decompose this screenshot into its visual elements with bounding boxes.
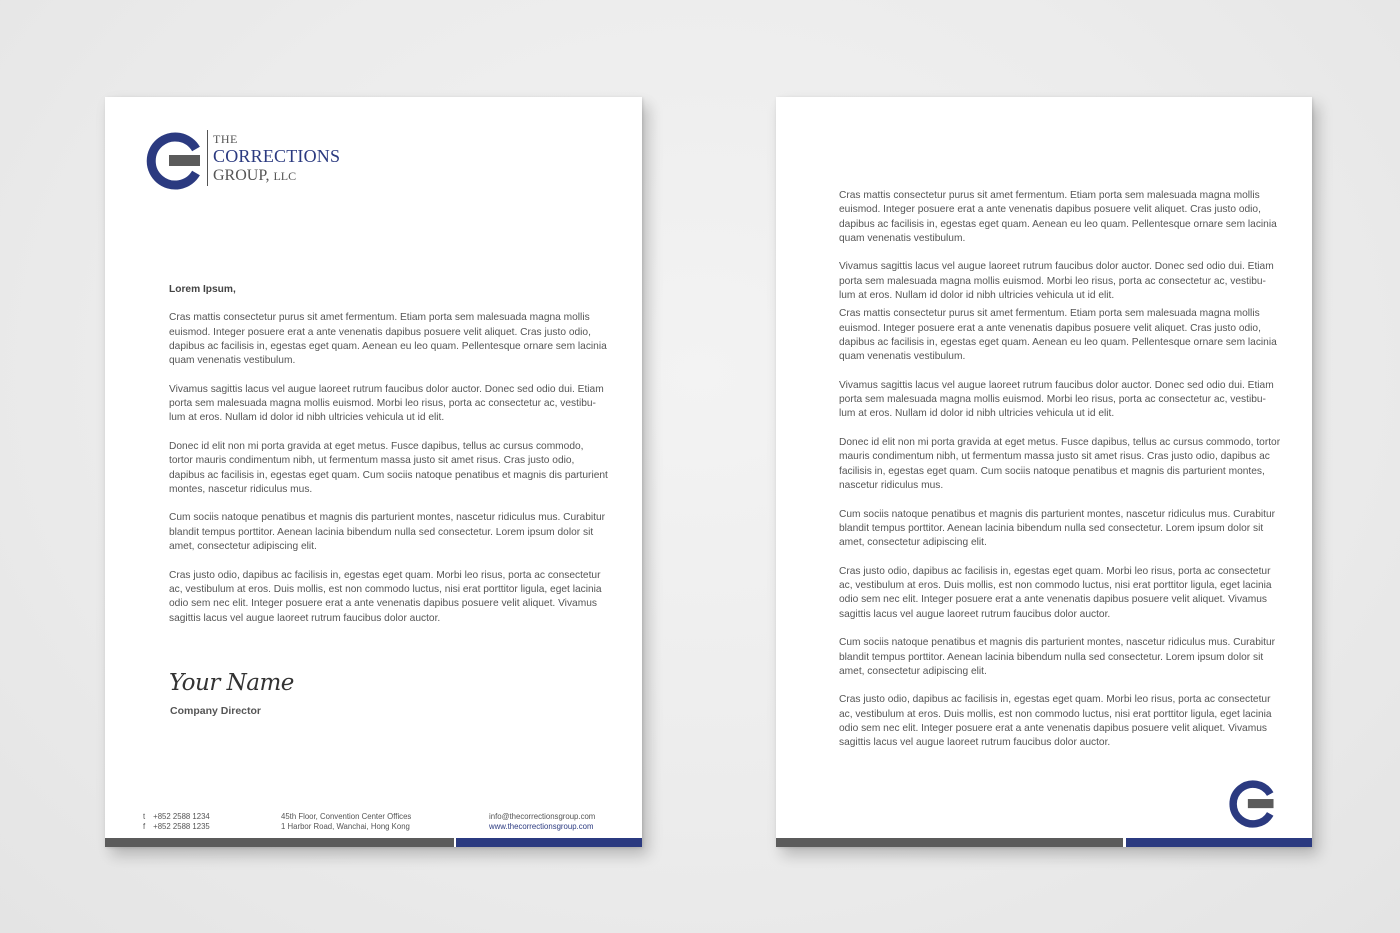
page2-body [839, 189, 1281, 765]
letterhead-page-1 [105, 97, 642, 847]
page2-paragraph: Cum sociis natoque penatibus et magnis dis parturient montes, nascetur ridiculus mus. Curabitur blandit tempus porttitor. Aenean lacinia bibendum nulla sed consectetur. Lorem ipsum dolor sit amet, consectetur adipiscing elit. [839, 508, 1276, 549]
letter-paragraph: Cras mattis consectetur purus sit amet fermentum. Etiam porta sem malesuada magna mollis euismod. Integer posuere erat a ante venenatis dapibus posuere velit aliquet. Cras justo odio, dapibus ac facilisis in, egestas eget quam. Aenean eu leo quam. Pellentesque ornare sem lacinia quam venenatis vestibulum. [169, 312, 607, 367]
address-line-2: 1 Harbor Road, Wanchai, Hong Kong [281, 822, 410, 831]
footer-address-block [281, 812, 411, 832]
corrections-group-small-logo-icon [1228, 780, 1276, 828]
company-logo [145, 130, 345, 190]
signature: Your Name [169, 670, 294, 696]
page2-paragraph: Cum sociis natoque penatibus et magnis dis parturient montes, nascetur ridiculus mus. Curabitur blandit tempus porttitor. Aenean lacinia bibendum nulla sed consectetur. Lorem ipsum dolor sit amet, consectetur adipiscing elit. [839, 637, 1276, 677]
footer-web-block [489, 812, 595, 832]
page2-paragraph: Vivamus sagittis lacus vel augue laoreet rutrum faucibus dolor auctor. Donec sed odio dui. Etiam porta sem malesuada magna mollis euismod. Morbi leo risus, porta ac consectetur ac, vestibu-lum at eros. Nullam id dolor id nibh ultricies vehicula ut id elit. [839, 261, 1274, 302]
corrections-group-logo-icon [145, 132, 203, 190]
fax-label: f [143, 822, 146, 831]
logo-the: THE [213, 132, 238, 146]
logo-wordmark [207, 130, 340, 186]
page2-paragraph: Vivamus sagittis lacus vel augue laoreet rutrum faucibus dolor auctor. Donec sed odio dui. Etiam porta sem malesuada magna mollis euismod. Morbi leo risus, porta ac consectetur ac, vestibu-lum at eros. Nullam id dolor id nibh ultricies vehicula ut id elit. [839, 379, 1274, 420]
email-link[interactable]: info@thecorrectionsgroup.com [489, 812, 596, 821]
phone-label: t [143, 812, 146, 821]
footer-phone-block [143, 812, 210, 832]
page2-paragraph: Cras mattis consectetur purus sit amet fermentum. Etiam porta sem malesuada magna mollis euismod. Integer posuere erat a ante venenatis dapibus posuere velit aliquet. Cras justo odio, dapibus ac facilisis in, egestas eget quam. Aenean eu leo quam. Pellentesque ornare sem lacinia quam venenatis vestibulum. [839, 308, 1277, 363]
footer-bar-gray [776, 838, 1123, 847]
footer-bar-gray [105, 838, 454, 847]
phone-number[interactable]: +852 2588 1234 [153, 812, 210, 821]
logo-llc: LLC [273, 169, 297, 183]
footer-bar-blue [1126, 838, 1312, 847]
address-line-1: 45th Floor, Convention Center Offices [281, 812, 412, 821]
fax-number[interactable]: +852 2588 1235 [153, 822, 210, 831]
footer-bar-blue [456, 838, 642, 847]
website-link[interactable]: www.thecorrectionsgroup.com [489, 822, 594, 831]
page2-paragraph: Cras justo odio, dapibus ac facilisis in, egestas eget quam. Morbi leo risus, porta ac consectetur ac, vestibulum at eros. Duis mollis, est non commodo luctus, nisi erat porttitor ligula, eget lacinia odio sem nec elit. Integer posuere erat a ante venenatis dapibus posuere velit aliquet. Vivamus sagittis lacus vel augue laoreet rutrum faucibus dolor auctor. [839, 565, 1272, 620]
logo-group: GROUP, LLC [213, 167, 297, 184]
letterhead-page-2 [776, 97, 1312, 847]
letter-paragraph: Cras justo odio, dapibus ac facilisis in, egestas eget quam. Morbi leo risus, porta ac consectetur ac, vestibulum at eros. Duis mollis, est non commodo luctus, nisi erat porttitor ligula, eget lacinia odio sem nec elit. Integer posuere erat a ante venenatis dapibus posuere velit aliquet. Vivamus sagittis lacus vel augue laoreet rutrum faucibus dolor auctor. [169, 569, 602, 624]
salutation: Lorem Ipsum, [169, 284, 236, 295]
page2-paragraph: Cras justo odio, dapibus ac facilisis in, egestas eget quam. Morbi leo risus, porta ac consectetur ac, vestibulum at eros. Duis mollis, est non commodo luctus, nisi erat porttitor ligula, eget lacinia odio sem nec elit. Integer posuere erat a ante venenatis dapibus posuere velit aliquet. Vivamus sagittis lacus vel augue laoreet rutrum faucibus dolor auctor. [839, 694, 1272, 749]
letter-paragraph: Donec id elit non mi porta gravida at eget metus. Fusce dapibus, tellus ac cursus commodo, tortor mauris condimentum nibh, ut fermentum massa justo sit amet risus. Cras justo odio, dapibus ac facilisis in, egestas eget quam. Cum sociis natoque penatibus et magnis dis parturient montes, nascetur ridiculus mus. [169, 440, 608, 495]
page2-paragraph: Donec id elit non mi porta gravida at eget metus. Fusce dapibus, tellus ac cursus commodo, tortor mauris condimentum nibh, ut fermentum massa justo sit amet risus. Cras justo odio, dapibus ac facilisis in, egestas eget quam. Cum sociis natoque penatibus et magnis dis parturient montes, nascetur ridiculus mus. [839, 437, 1281, 491]
letter-body [169, 283, 609, 640]
page2-paragraph: Cras mattis consectetur purus sit amet fermentum. Etiam porta sem malesuada magna mollis euismod. Integer posuere erat a ante venenatis dapibus posuere velit aliquet. Cras justo odio, dapibus ac facilisis in, egestas eget quam. Aenean eu leo quam. Pellentesque ornare sem lacinia quam venenatis vestibulum. [839, 190, 1277, 244]
letter-paragraph: Vivamus sagittis lacus vel augue laoreet rutrum faucibus dolor auctor. Donec sed odio dui. Etiam porta sem malesuada magna mollis euismod. Morbi leo risus, porta ac consectetur ac, vestibu-lum at eros. Nullam id dolor id nibh ultricies vehicula ut id elit. [169, 383, 604, 424]
letter-paragraph: Cum sociis natoque penatibus et magnis dis parturient montes, nascetur ridiculus mus. Curabitur blandit tempus porttitor. Aenean lacinia bibendum nulla sed consectetur. Lorem ipsum dolor sit amet, consectetur adipiscing elit. [169, 512, 606, 553]
signer-title: Company Director [170, 705, 262, 717]
logo-corrections: CORRECTIONS [213, 146, 341, 166]
